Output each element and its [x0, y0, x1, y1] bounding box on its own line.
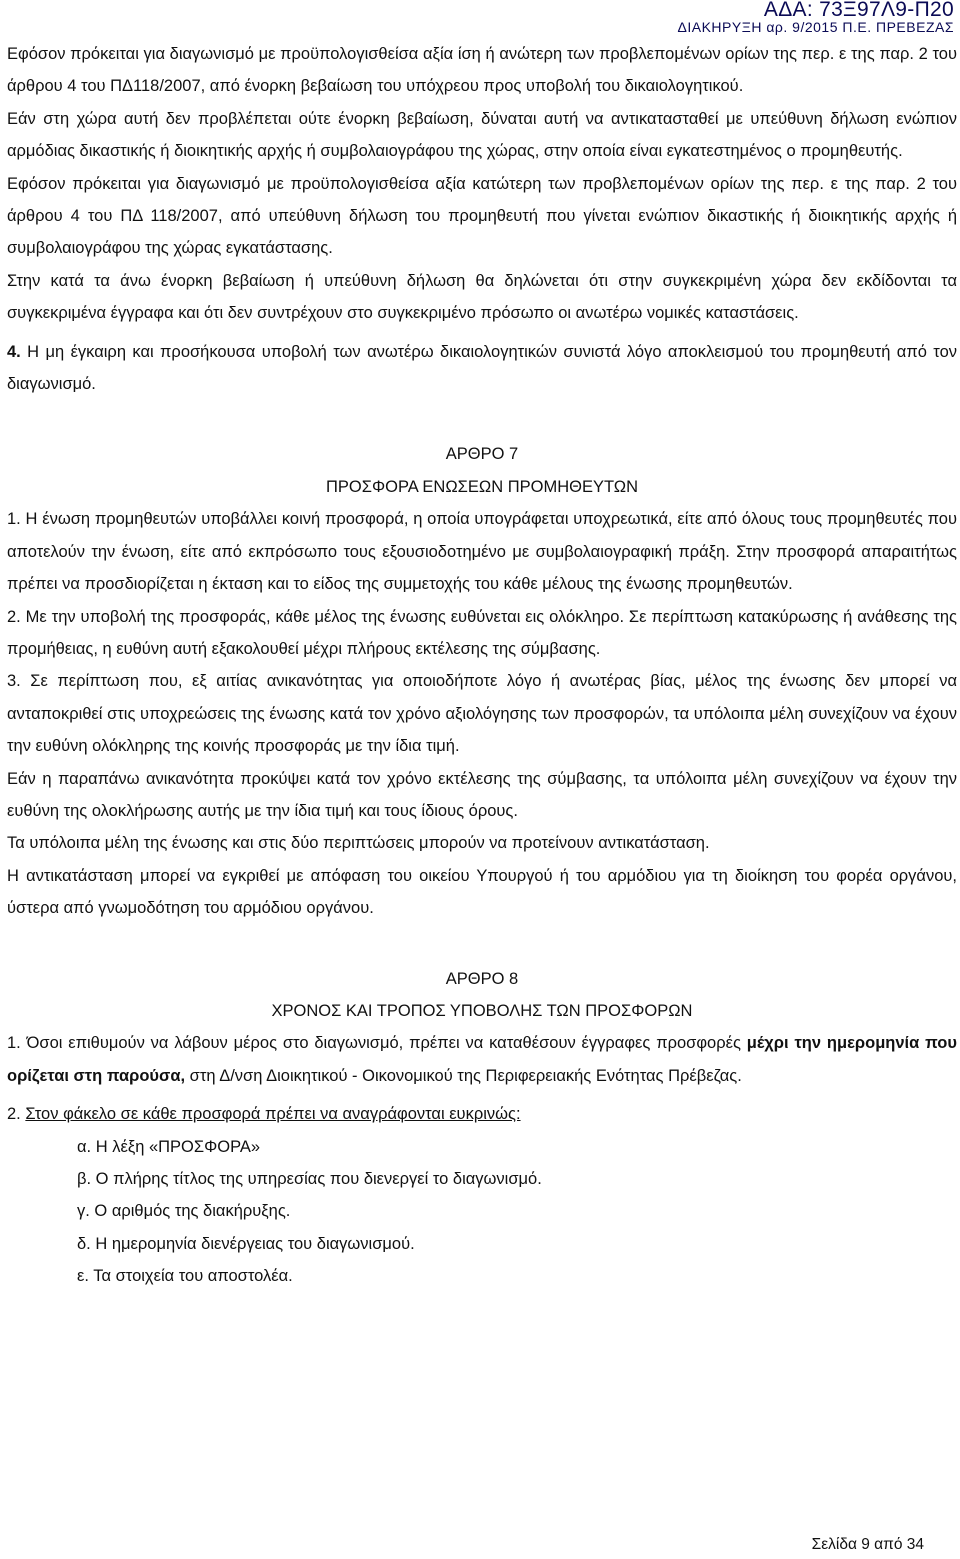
paragraph: Εφόσον πρόκειται για διαγωνισμό με προϋπολογισθείσα αξία ίση ή ανώτερη των προβλεπομένων ορίων της περ. ε της παρ. 2 του άρθρου 4 του ΠΔ118/2007, από ένορκη βεβαίωση του υπόχρεου προς υποβολή του δικαιολογητικού. — [7, 45, 957, 96]
paragraph-text: στη Δ/νση Διοικητικού - Οικονομικού της Περιφερειακής Ενότητας Πρέβεζας. — [185, 1066, 742, 1085]
list-item: ε. Τα στοιχεία του αποστολέα. — [77, 1267, 293, 1286]
deadline-bold-text: μέχρι την ημερομηνία που ορίζεται στη παρούσα, — [7, 1034, 957, 1085]
paragraph: Εάν στη χώρα αυτή δεν προβλέπεται ούτε ένορκη βεβαίωση, δύναται αυτή να αντικατασταθεί με υπεύθυνη δήλωση ενώπιον αρμόδιας δικαστικής ή διοικητικής αρχής ή συμβολαιογράφου της χώρας, στην οποία είναι εγκατεστημένος ο προμηθευτής. — [7, 109, 957, 161]
page-number: Σελίδα 9 από 34 — [811, 1536, 924, 1553]
list-item: γ. Ο αριθμός της διακήρυξης. — [77, 1202, 291, 1221]
paragraph: Η αντικατάσταση μπορεί να εγκριθεί με απόφαση του οικείου Υπουργού ή του αρμόδιου για τη διοίκηση του φορέα οργάνου, ύστερα από γνωμοδότηση του αρμόδιου οργάνου. — [7, 866, 957, 918]
paragraph: Εάν η παραπάνω ανικανότητα προκύψει κατά τον χρόνο εκτέλεσης της σύμβασης, τα υπόλοιπα μέλη συνεχίζουν να έχουν την ευθύνη της ολοκλήρωσης αυτής με την ίδια τιμή και τους ίδιους όρους. — [7, 769, 957, 820]
document-body — [7, 38, 957, 1293]
paragraph-text: Η μη έγκαιρη και προσήκουσα υποβολή των ανωτέρω δικαιολογητικών συνιστά λόγο αποκλεισμού του προμηθευτή από τον διαγωνισμό. — [7, 342, 957, 394]
underlined-text: Στον φάκελο σε κάθε προσφορά πρέπει να αναγράφονται ευκρινώς: — [25, 1105, 521, 1124]
paragraph: 1. Η ένωση προμηθευτών υποβάλλει κοινή προσφορά, η οποία υπογράφεται υποχρεωτικά, είτε από όλους τους προμηθευτές που αποτελούν την ένωση, είτε από εκπρόσωπο τους εξουσιοδοτημένο με συμβολαιογραφική πράξη. Στην προσφορά απαραιτήτως πρέπει να προσδιορίζεται η έκταση και το είδος της συμμετοχής του κάθε μέλους της ένωσης προμηθευτών. — [7, 510, 957, 594]
paragraph: 3. Σε περίπτωση που, εξ αιτίας ανικανότητας για οποιοδήποτε λόγο ή ανωτέρας βίας, μέλος της ένωσης δεν μπορεί να ανταποκριθεί στις υποχρεώσεις της ένωσης κατά τον χρόνο αξιολόγησης των προσφορών, τα υπόλοιπα μέλη συνεχίζουν να έχουν την ευθύνη ολόκληρης της κοινής προσφοράς με την ίδια τιμή. — [7, 672, 957, 756]
paragraph — [7, 336, 957, 401]
paragraph: 2. Με την υποβολή της προσφοράς, κάθε μέλος της ένωσης ευθύνεται εις ολόκληρο. Σε περίπτωση κατακύρωσης ή ανάθεσης της προμήθειας, η ευθύνη αυτή εξακολουθεί μέχρι πλήρους εκτέλεσης της σύμβασης. — [7, 607, 957, 658]
article-8-title: ΑΡΘΡΟ 8 — [445, 969, 519, 988]
paragraph-text: 1. Όσοι επιθυμούν να λάβουν μέρος στο διαγωνισμό, πρέπει να καταθέσουν έγγραφες προσφορές — [7, 1034, 747, 1053]
paragraph: Εφόσον πρόκειται για διαγωνισμό με προϋπολογισθείσα αξία κατώτερη των προβλεπομένων ορίων της περ. ε της παρ. 2 του άρθρου 4 του ΠΔ 118/2007, από υπεύθυνη δήλωση του προμηθευτή που γίνεται ενώπιον δικαστικής ή διοικητικής αρχής ή συμβολαιογράφου της χώρας εγκατάστασης. — [7, 174, 957, 258]
paragraph — [7, 1098, 957, 1130]
item-number: 2. — [7, 1105, 26, 1124]
article-8-subtitle: ΧΡΟΝΟΣ ΚΑΙ ΤΡΟΠΟΣ ΥΠΟΒΟΛΗΣ ΤΩΝ ΠΡΟΣΦΟΡΩΝ — [271, 1001, 693, 1020]
paragraph: Τα υπόλοιπα μέλη της ένωσης και στις δύο περιπτώσεις μπορούν να προτείνουν αντικατάσταση. — [7, 834, 710, 853]
article-7-title: ΑΡΘΡΟ 7 — [445, 445, 519, 464]
list-item: δ. Η ημερομηνία διενέργειας του διαγωνισμού. — [77, 1234, 415, 1253]
list-item: α. Η λέξη «ΠΡΟΣΦΟΡΑ» — [77, 1137, 261, 1156]
item-number: 4. — [7, 342, 21, 361]
paragraph — [7, 1027, 957, 1092]
article-7-subtitle: ΠΡΟΣΦΟΡΑ ΕΝΩΣΕΩΝ ΠΡΟΜΗΘΕΥΤΩΝ — [325, 477, 638, 496]
paragraph: Στην κατά τα άνω ένορκη βεβαίωση ή υπεύθυνη δήλωση θα δηλώνεται ότι στην συγκεκριμένη χώρα δεν εκδίδονται τα συγκεκριμένα έγγραφα και ότι δεν συντρέχουν στο συγκεκριμένο πρόσωπο οι ανωτέρω νομικές καταστάσεις. — [7, 271, 957, 323]
list-item: β. Ο πλήρης τίτλος της υπηρεσίας που διενεργεί το διαγωνισμό. — [77, 1170, 542, 1188]
diakiryxi-reference: ΔΙΑΚΗΡΥΞΗ αρ. 9/2015 Π.Ε. ΠΡΕΒΕΖΑΣ — [677, 19, 954, 35]
envelope-list — [7, 1131, 957, 1293]
ada-code: ΑΔΑ: 73Ξ97Λ9-Π20 — [763, 0, 954, 21]
page-header — [678, 0, 954, 34]
